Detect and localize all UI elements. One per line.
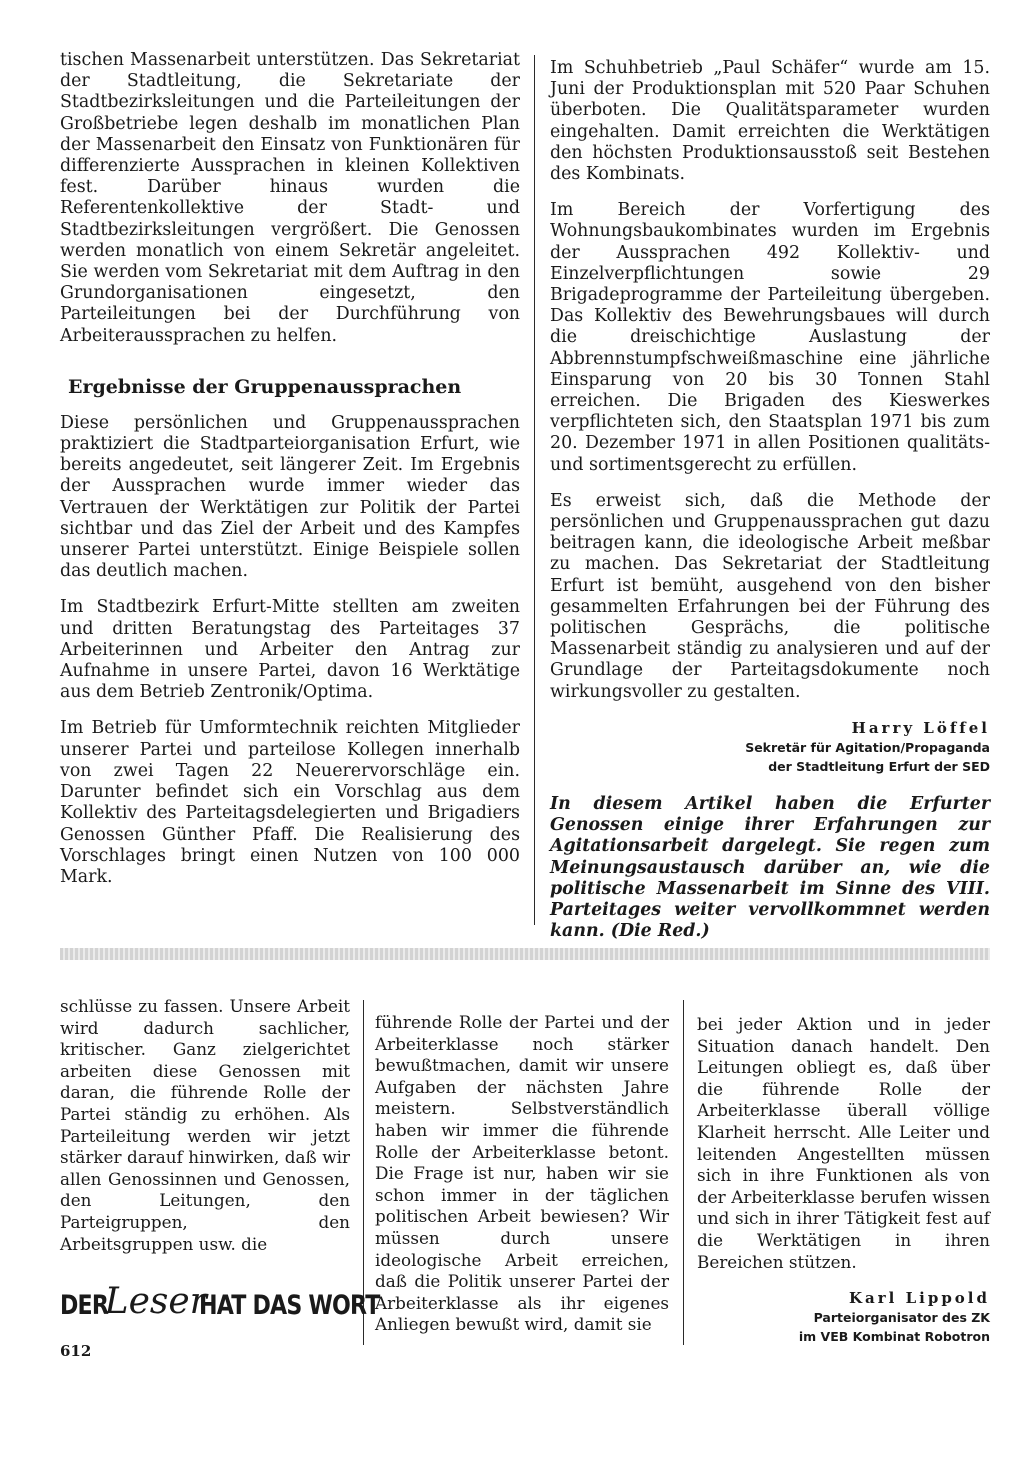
author-name: Harry Löffel [851,718,990,737]
paragraph: tischen Massenarbeit unterstützen. Das Sekretariat der Stadtleitung, die Sekretariate der Stadtbezirksleitungen und die Parteileitungen der Großbetriebe legen deshalb im monatlichen Plan der Massenarbeit den Einsatz von Funktionären für differenzierte Aussprachen in kleinen Kollektiven fest. Darüber hinaus wurden die Referentenkollektive der Stadt- und Stadtbezirksleitungen vergrößert. Die Genossen werden monatlich von einem Sekretär angeleitet. Sie werden vom Sekretariat mit dem Auftrag in den Grundorganisationen eingesetzt, den Parteileitungen bei der Durchführung von Arbeiteraussprachen zu helfen. [60,50,520,346]
editorial-text: In diesem Artikel haben die Erfurter Genossen einige ihrer Erfahrungen zur Agitationsarbeit dargelegt. Sie regen zum Meinungsaustausch darüber an, wie die politische Massenarbeit im Sinne des VIII. Parteitages weiter vervollkommnet werden kann. (Die Red.) [550,793,990,942]
paragraph: Im Stadtbezirk Erfurt-Mitte stellten am zweiten und dritten Beratungstag des Parteitages 37 Arbeiterinnen und Arbeiter den Antrag zur Aufnahme in unsere Partei, davon 16 Werktätige aus dem Betrieb Zentronik/Optima. [60,597,520,703]
column-rule [683,1000,684,1345]
author-role: Sekretär für Agitation/Propaganda [745,739,990,755]
paragraph: Im Betrieb für Umformtechnik reichten Mitglieder unserer Partei und parteilose Kollegen innerhalb von zwei Tagen 22 Neuerervorschläge ein. Darunter befindet sich ein Vorschlag aus dem Kollektiv des Parteitagsdelegierten und Brigadiers Genossen Günther Pfaff. Die Realisierung des Vorschlages bringt einen Nutzen von 100 000 Mark. [60,718,520,887]
top-right-column [550,58,990,942]
paragraph: Diese persönlichen und Gruppenaussprachen praktiziert die Stadtparteiorganisation Erfurt, wie bereits angedeutet, seit längerer Zeit. Im Ergebnis der Aussprachen wurde immer wieder das Vertrauen der Werktätigen zur Politik der Partei sichtbar und das Ziel der Arbeit und des Kampfes unserer Partei unterstützt. Einige Beispiele sollen das deutlich machen. [60,412,520,582]
author-name: Karl Lippold [849,1289,990,1308]
author-role: im VEB Kombinat Robotron [798,1329,990,1345]
bottom-column-1 [60,996,350,1255]
author-role: Parteiorganisator des ZK [813,1310,990,1326]
author-role: der Stadtleitung Erfurt der SED [768,758,990,774]
editorial-note [550,794,990,942]
paragraph: führende Rolle der Partei und der Arbeiterklasse noch stärker bewußtmachen, damit wir unsere Aufgaben der nächsten Jahre meistern. Selbstverständlich haben wir immer die führende Rolle der Arbeiterklasse betont. Die Frage ist nur, haben wir sie schon immer in der täglichen politischen Arbeit bewiesen? Wir müssen durch unsere ideologische Arbeit erreichen, daß die Politik unserer Partei der Arbeiterklasse als ihr eigenes Anliegen bewußt wird, damit sie [375,1012,669,1335]
paragraph: Im Bereich der Vorfertigung des Wohnungsbaukombinates wurden im Ergebnis der Aussprachen 492 Kollektiv- und Einzelverpflichtungen sowie 29 Brigadeprogramme der Parteileitung übergeben. Das Kollektiv des Bewehrungsbaues will durch die dreischichtige Auslastung der Abbrennstumpfschweißmaschine eine jährliche Einsparung von 20 bis 30 Tonnen Stahl erreichen. Die Brigaden des Kieswerkes verpflichteten sich, den Staatsplan 1971 bis zum 20. Dezember 1971 in allen Positionen qualitäts- und sortimentsgerecht zu erfüllen. [550,200,990,475]
column-rule [534,55,535,925]
bottom-column-3 [697,1014,990,1346]
paragraph: Es erweist sich, daß die Methode der persönlichen und Gruppenaussprachen gut dazu beitragen kann, die ideologische Arbeit meßbar zu machen. Das Sekretariat der Stadtleitung Erfurt ist bemüht, ausgehend von den bisher gesammelten Erfahrungen bei der Führung des politischen Gesprächs, die politische Massenarbeit ständig zu analysieren und auf der Grundlage der Parteitagsdokumente noch wirkungsvoller zu gestalten. [550,490,990,702]
top-left-column [60,50,520,888]
der-leser-hat-das-wort-logo [60,1280,380,1328]
logo-text-hat-das-wort: HAT DAS WORT [198,1289,380,1321]
logo-text-der: DER [60,1289,109,1321]
bottom-column-2 [375,1012,669,1336]
logo-text-leser: Leser [104,1280,207,1322]
paragraph: bei jeder Aktion und in jeder Situation danach handelt. Den Leitungen obliegt es, daß über die führende Rolle der Arbeiterklasse überall völlige Klarheit herrscht. Alle Leiter und leitenden Angestellten müssen sich in ihre Funktionen als von der Arbeiterklasse berufen wissen und sich in ihrer Tätigkeit fest auf die Werktätigen in ihren Bereichen stützen. [697,1014,990,1272]
paragraph: Im Schuhbetrieb „Paul Schäfer“ wurde am 15. Juni der Produktionsplan mit 520 Paar Schuhen überboten. Die Qualitätsparameter wurden eingehalten. Damit erreichten die Werktätigen den höchsten Produktionsausstoß seit Bestehen des Kombinats. [550,58,990,185]
paragraph: schlüsse zu fassen. Unsere Arbeit wird dadurch sachlicher, kritischer. Ganz zielgerichtet arbeiten diese Genossen mit daran, die führende Rolle der Partei ständig zu erhöhen. Als Parteileitung werden wir jetzt stärker darauf hinwirken, daß wir allen Genossinnen und Genossen, den Leitungen, den Parteigruppen, den Arbeitsgruppen usw. die [60,996,350,1254]
page-number: 612 [60,1342,92,1360]
section-heading: Ergebnisse der Gruppenaussprachen [68,375,462,398]
section-divider [60,948,990,960]
